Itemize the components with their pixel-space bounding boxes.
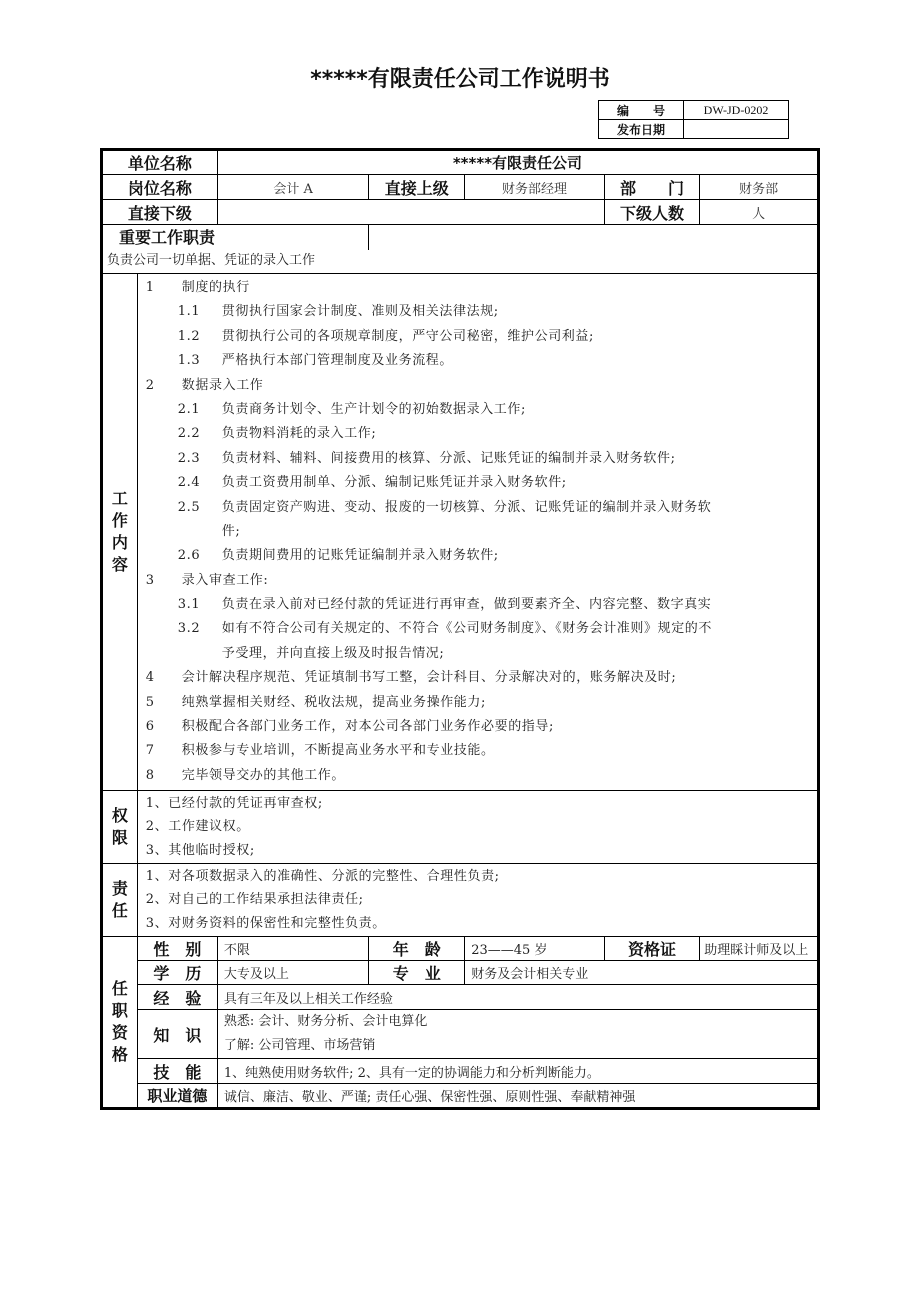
direct-superior-value: 财务部经理 <box>465 175 605 200</box>
work-line-number: 1 <box>145 280 155 295</box>
key-duty-divider <box>368 225 369 250</box>
work-line-number: 2.3 <box>177 450 201 466</box>
work-line-number: 2.5 <box>177 499 201 515</box>
work-line-number: 8 <box>145 767 155 783</box>
work-line <box>138 276 817 300</box>
release-date-value <box>684 120 789 139</box>
work-line-text: 负责固定资产购进、变动、报废的一切核算、分派、记账凭证的编制并录入财务软 <box>221 499 712 515</box>
major-label: 专 业 <box>369 961 465 985</box>
work-line-text: 数据录入工作 <box>181 377 264 393</box>
work-line-text: 予受理，并向直接上级及时报告情况; <box>221 645 445 661</box>
work-line-text: 制度的执行 <box>181 280 250 295</box>
knowledge-label: 知 识 <box>137 1010 217 1059</box>
work-line-text: 贯彻执行国家会计制度、准则及相关法律法规; <box>221 304 499 320</box>
professional-ethics-label: 职业道德 <box>137 1084 217 1109</box>
document-title: *****有限责任公司工作说明书 <box>310 67 610 92</box>
work-line <box>138 764 817 788</box>
skills-value: 1、纯熟使用财务软件; 2、具有一定的协调能力和分析判断能力。 <box>217 1059 818 1084</box>
job-description-table <box>100 148 820 1110</box>
work-line-number: 2.4 <box>177 475 201 491</box>
authority-line: 3、其他临时授权; <box>145 842 255 858</box>
work-line <box>138 422 817 446</box>
work-line <box>138 617 817 641</box>
work-line <box>138 374 817 398</box>
work-line-text: 负责期间费用的记账凭证编制并录入财务软件; <box>221 548 499 564</box>
responsibility-line: 1、对各项数据录入的准确性、分派的完整性、合理性负责; <box>145 868 500 884</box>
key-duty-spacer <box>369 225 819 274</box>
document-code-table <box>598 100 789 139</box>
work-line-text: 件; <box>221 523 241 539</box>
authority-list <box>137 791 818 864</box>
responsibility-list <box>137 864 818 937</box>
authority-line: 1、已经付款的凭证再审查权; <box>145 795 323 811</box>
direct-subordinate-value <box>217 200 604 225</box>
department-label: 部 门 <box>604 175 699 200</box>
age-value: 23——45 岁 <box>465 937 605 961</box>
work-line-number: 7 <box>145 743 155 759</box>
work-line-text: 负责商务计划令、生产计划令的初始数据录入工作; <box>221 401 526 417</box>
release-date-label: 发布日期 <box>599 120 684 139</box>
work-line-text: 纯熟掌握相关财经、税收法规，提高业务操作能力; <box>181 694 486 710</box>
work-line-number: 6 <box>145 719 155 735</box>
work-line-text: 负责在录入前对已经付款的凭证进行再审查，做到要素齐全、内容完整、数字真实 <box>221 597 712 613</box>
qualification-label <box>102 937 138 1109</box>
position-name-value: 会计 A <box>217 175 368 200</box>
work-line-text: 负责材料、辅料、间接费用的核算、分派、记账凭证的编制并录入财务软件; <box>221 450 676 466</box>
work-line <box>138 447 817 471</box>
work-content-list <box>137 274 818 791</box>
knowledge-line-understand: 了解: 公司管理、市场营销 <box>223 1038 376 1054</box>
direct-superior-label: 直接上级 <box>369 175 465 200</box>
major-value: 财务及会计相关专业 <box>465 961 819 985</box>
work-line <box>138 398 817 422</box>
work-line-number: 2 <box>145 377 155 393</box>
subordinate-count-value: 人 <box>700 200 819 225</box>
number-label: 编 号 <box>599 101 684 120</box>
work-line-text: 积极参与专业培训，不断提高业务水平和专业技能。 <box>181 743 495 759</box>
knowledge-value <box>217 1010 818 1059</box>
work-line <box>138 471 817 495</box>
work-line <box>138 739 817 763</box>
position-name-label: 岗位名称 <box>102 175 218 200</box>
work-line-number: 1.3 <box>177 353 201 369</box>
unit-name-label: 单位名称 <box>102 150 218 175</box>
key-duty-label-text: 重要工作职责 <box>119 228 216 247</box>
work-line-text: 严格执行本部门管理制度及业务流程。 <box>221 353 453 369</box>
work-line-text: 负责物料消耗的录入工作; <box>221 426 377 442</box>
work-line-number: 4 <box>145 670 155 686</box>
authority-label-text: 权限 <box>111 806 128 848</box>
education-label: 学 历 <box>137 961 217 985</box>
work-content-label-text: 工作内容 <box>111 489 128 575</box>
work-line <box>138 544 817 568</box>
work-line <box>138 691 817 715</box>
number-value: DW-JD-0202 <box>684 101 789 120</box>
work-line <box>138 569 817 593</box>
work-line <box>138 593 817 617</box>
authority-label <box>102 791 138 864</box>
work-line-number: 1.1 <box>177 304 201 320</box>
work-line <box>138 349 817 373</box>
work-line-text: 负责工资费用制单、分派、编制记账凭证并录入财务软件; <box>221 475 567 491</box>
unit-name-value: *****有限责任公司 <box>217 150 818 175</box>
work-lines <box>138 276 817 788</box>
work-line <box>138 642 817 666</box>
authority-line: 2、工作建议权。 <box>145 819 250 835</box>
experience-label: 经 验 <box>137 985 217 1010</box>
work-line-number: 3.1 <box>177 597 201 613</box>
skills-label: 技 能 <box>137 1059 217 1084</box>
subordinate-count-label: 下级人数 <box>604 200 699 225</box>
education-value: 大专及以上 <box>217 961 368 985</box>
certificate-label: 资格证 <box>604 937 699 961</box>
work-line-number: 1.2 <box>177 328 201 344</box>
responsibility-label-text: 责任 <box>111 879 128 921</box>
responsibility-line: 2、对自己的工作结果承担法律责任; <box>145 892 364 908</box>
work-line-text: 会计解决程序规范、凭证填制书写工整，会计科目、分录解决对的，账务解决及时; <box>181 670 677 686</box>
work-line <box>138 325 817 349</box>
work-line <box>138 300 817 324</box>
work-line-text: 录入审查工作: <box>181 572 269 588</box>
work-line-text: 贯彻执行公司的各项规章制度，严守公司秘密，维护公司利益; <box>221 328 594 344</box>
work-line-text: 积极配合各部门业务工作，对本公司各部门业务作必要的指导; <box>181 719 554 735</box>
work-line-number: 2.2 <box>177 426 201 442</box>
gender-value: 不限 <box>217 937 368 961</box>
department-value: 财务部 <box>700 175 819 200</box>
responsibility-label <box>102 864 138 937</box>
work-line-text: 完毕领导交办的其他工作。 <box>181 767 345 783</box>
certificate-value: 助理睬计师及以上 <box>700 937 819 961</box>
work-content-label <box>102 274 138 791</box>
work-line-number: 2.1 <box>177 401 201 417</box>
professional-ethics-value: 诚信、廉洁、敬业、严谨; 责任心强、保密性强、原则性强、奉献精神强 <box>217 1084 818 1109</box>
work-line <box>138 520 817 544</box>
knowledge-line-familiar: 熟悉: 会计、财务分析、会计电算化 <box>223 1014 428 1030</box>
work-line <box>138 715 817 739</box>
experience-value: 具有三年及以上相关工作经验 <box>217 985 818 1010</box>
direct-subordinate-label: 直接下级 <box>102 200 218 225</box>
gender-label: 性 别 <box>137 937 217 961</box>
work-line <box>138 496 817 520</box>
work-line-number: 3.2 <box>177 621 201 637</box>
age-label: 年 龄 <box>369 937 465 961</box>
key-duty-label <box>102 225 369 274</box>
work-line <box>138 666 817 690</box>
responsibility-line: 3、对财务资料的保密性和完整性负责。 <box>145 915 386 931</box>
work-line-number: 5 <box>145 694 155 710</box>
work-line-text: 如有不符合公司有关规定的、不符合《公司财务制度》、《财务会计准则》规定的不 <box>221 621 712 637</box>
qualification-label-text: 任职资格 <box>111 979 128 1065</box>
work-line-number: 2.6 <box>177 548 201 564</box>
work-line-number: 3 <box>145 572 155 588</box>
key-duty-value: 负责公司一切单据、凭证的录入工作 <box>107 253 316 268</box>
